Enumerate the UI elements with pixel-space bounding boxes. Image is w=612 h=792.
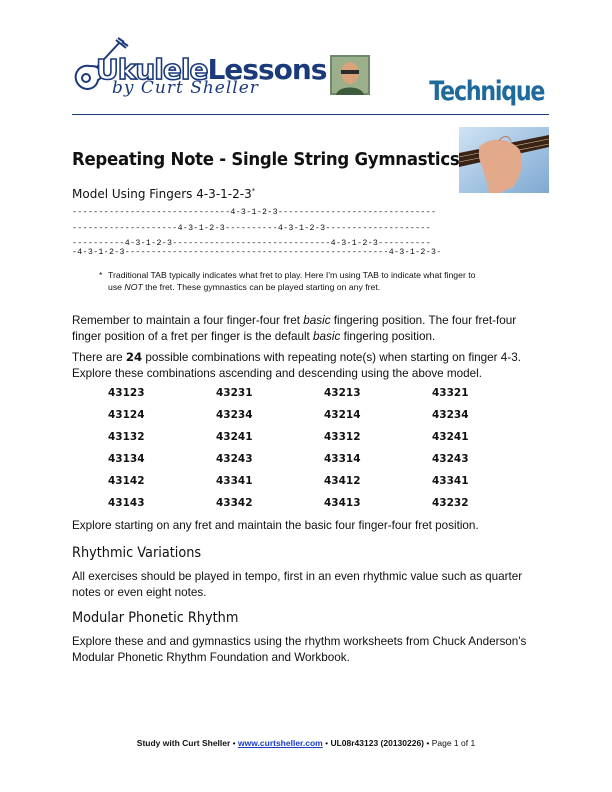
combination-cell: 43214 [324, 409, 361, 421]
model-heading-text: Model Using Fingers 4-3-1-2-3 [72, 187, 252, 201]
combination-cell: 43132 [108, 431, 145, 443]
intro-emphasis: basic [303, 314, 331, 327]
footnote-marker: * [99, 270, 103, 280]
intro-text: fingering position. The four fret-four finger position of a fret per finger is the default [72, 314, 517, 343]
footer-website-link[interactable]: www.curtsheller.com [238, 738, 323, 748]
combination-cell: 43342 [216, 497, 253, 509]
combination-cell: 43321 [432, 387, 469, 399]
tab-line: ------------------------------4-3-1-2-3------------------------------ [72, 208, 437, 217]
combination-cell: 43341 [432, 475, 469, 487]
modular-paragraph: Explore these and and gymnastics using the rhythm worksheets from Chuck Anderson's Modular Phonetic Rhythm Foundation and Workbook. [72, 635, 527, 664]
combinations-text: possible combinations with repeating note(s) when starting on finger 4-3. Explore these combinations ascending and descending using the above model. [72, 351, 521, 380]
combination-cell: 43213 [324, 387, 361, 399]
combination-cell: 43134 [108, 453, 145, 465]
intro-text: Remember to maintain a four finger-four fret [72, 314, 304, 327]
combination-cell: 43314 [324, 453, 361, 465]
page-title: Repeating Note - Single String Gymnastics [72, 149, 460, 170]
logo-part1: Ukulele [96, 53, 208, 86]
combination-cell: 43142 [108, 475, 145, 487]
intro-emphasis: basic [313, 329, 341, 343]
combination-cell: 43341 [216, 475, 253, 487]
combinations-text: There are [72, 351, 126, 364]
author-photo [330, 55, 370, 95]
footer-study: Study with Curt Sheller [136, 738, 231, 748]
logo-part2: Lessons [207, 53, 327, 86]
combination-cell: 43234 [216, 409, 253, 421]
page-footer [0, 739, 612, 748]
combination-cell: 43234 [432, 409, 469, 421]
footer-separator: • [230, 738, 239, 748]
combination-cell: 43143 [108, 497, 145, 509]
combination-cell: 43413 [324, 497, 361, 509]
combinations-count: 24 [125, 350, 143, 364]
rhythmic-paragraph: All exercises should be played in tempo, first in an even rhythmic value such as quarter notes or even eight notes. [72, 570, 523, 599]
logo-byline: by Curt Sheller [112, 78, 259, 98]
intro-paragraph [72, 313, 542, 344]
combination-cell: 43123 [108, 387, 145, 399]
footer-separator: • [424, 738, 432, 748]
footnote-emphasis: NOT [124, 281, 143, 292]
footnote-text-after: the fret. These gymnastics can be played starting on any fret. [142, 281, 381, 292]
header-divider [72, 114, 549, 115]
section-label: Technique [429, 76, 544, 107]
combinations-paragraph [72, 350, 542, 381]
explore-paragraph: Explore starting on any fret and maintain the basic four finger-four fret position. [72, 519, 479, 532]
combination-cell: 43231 [216, 387, 253, 399]
rhythmic-heading: Rhythmic Variations [72, 545, 202, 561]
footnote-text-before: Traditional TAB typically indicates what fret to play. Here I'm using TAB to indicate what finger to use [108, 270, 476, 292]
footer-page-number: Page 1 of 1 [431, 738, 476, 748]
combination-cell: 43124 [108, 409, 145, 421]
footer-separator: • [322, 738, 331, 748]
intro-text: fingering position. [340, 329, 436, 343]
hand-on-fretboard-photo [459, 127, 549, 193]
model-heading-marker: * [251, 187, 256, 195]
combination-cell: 43412 [324, 475, 361, 487]
modular-heading: Modular Phonetic Rhythm [72, 610, 239, 626]
model-heading [72, 188, 255, 200]
combination-cell: 43243 [216, 453, 253, 465]
combination-cell: 43241 [216, 431, 253, 443]
combination-cell: 43243 [432, 453, 469, 465]
footnote [99, 270, 488, 293]
footer-doc-id: UL08r43123 (20130226) [330, 738, 425, 748]
tab-line: --------------------4-3-1-2-3----------4-3-1-2-3-------------------- [72, 224, 431, 233]
combination-cell: 43312 [324, 431, 361, 443]
combination-cell: 43241 [432, 431, 469, 443]
tab-line: -4-3-1-2-3--------------------------------------------------4-3-1-2-3- [72, 248, 442, 257]
combination-cell: 43232 [432, 497, 469, 509]
tab-line: ----------4-3-1-2-3------------------------------4-3-1-2-3---------- [72, 239, 431, 248]
